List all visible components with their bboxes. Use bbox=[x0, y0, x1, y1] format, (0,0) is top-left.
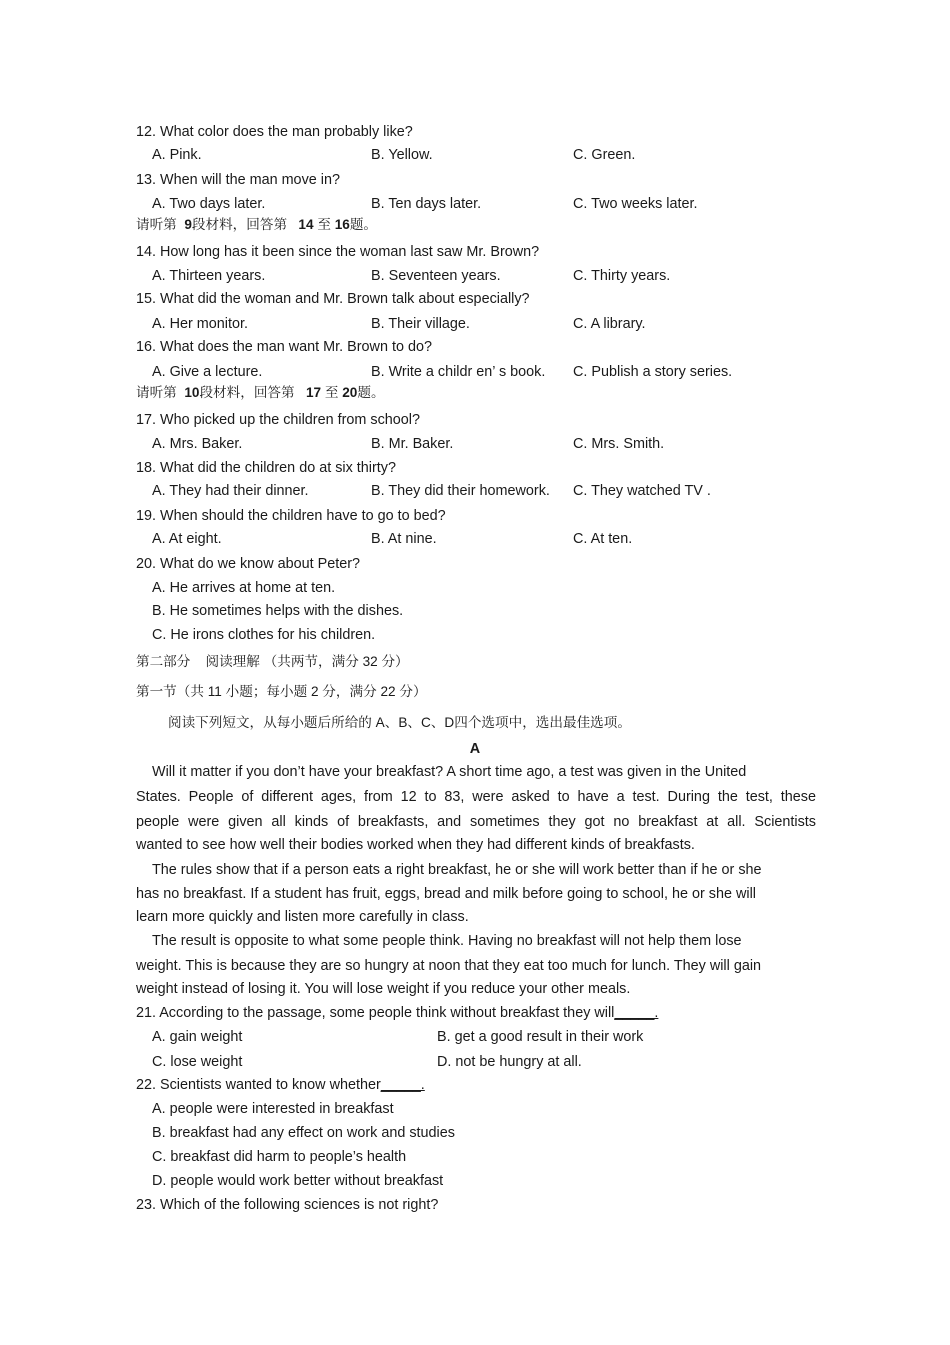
q21-option-d: D. not be hungry at all. bbox=[437, 1054, 582, 1070]
q17-option-a: A. Mrs. Baker. bbox=[152, 436, 243, 452]
q22-option-b: B. breakfast had any effect on work and studies bbox=[152, 1125, 455, 1141]
q21-blank: _____. bbox=[614, 1005, 659, 1021]
q18-option-a: A. They had their dinner. bbox=[152, 483, 309, 499]
question-18-stem: 18. What did the children do at six thirty? bbox=[136, 460, 396, 476]
passage-p1-line2: States. People of different ages, from 12 to 83, were asked to have a test. During the test, these bbox=[136, 789, 816, 805]
passage-p2-line2: has no breakfast. If a student has fruit, eggs, bread and milk before going to school, he or she will bbox=[136, 886, 756, 902]
q22-option-c: C. breakfast did harm to people’s health bbox=[152, 1149, 407, 1165]
q16-option-c: C. Publish a story series. bbox=[573, 364, 733, 380]
q22-option-d: D. people would work better without breakfast bbox=[152, 1173, 444, 1189]
q21-option-a: A. gain weight bbox=[152, 1029, 243, 1045]
q20-option-c: C. He irons clothes for his children. bbox=[152, 627, 376, 643]
question-13-stem: 13. When will the man move in? bbox=[136, 172, 340, 188]
q21-option-c: C. lose weight bbox=[152, 1054, 243, 1070]
q22-option-a: A. people were interested in breakfast bbox=[152, 1101, 394, 1117]
section-one-heading: 第一节（共 11 小题；每小题 2 分，满分 22 分） bbox=[136, 684, 427, 699]
question-17-stem: 17. Who picked up the children from school? bbox=[136, 412, 420, 428]
question-16-stem: 16. What does the man want Mr. Brown to do? bbox=[136, 339, 432, 355]
q20-option-a: A. He arrives at home at ten. bbox=[152, 580, 336, 596]
q14-option-a: A. Thirteen years. bbox=[152, 268, 266, 284]
question-14-stem: 14. How long has it been since the woman last saw Mr. Brown? bbox=[136, 244, 540, 260]
q12-option-c: C. Green. bbox=[573, 147, 636, 163]
q13-option-a: A. Two days later. bbox=[152, 196, 266, 212]
question-20-stem: 20. What do we know about Peter? bbox=[136, 556, 360, 572]
passage-p1-line4: wanted to see how well their bodies worked when they had different kinds of breakfasts. bbox=[136, 837, 695, 853]
q15-option-b: B. Their village. bbox=[371, 316, 470, 332]
q18-option-b: B. They did their homework. bbox=[371, 483, 550, 499]
part-two-heading: 第二部分 阅读理解 （共两节，满分 32 分） bbox=[136, 654, 409, 669]
question-12-stem: 12. What color does the man probably like? bbox=[136, 124, 413, 140]
passage-title: A bbox=[469, 741, 481, 757]
question-19-stem: 19. When should the children have to go to bed? bbox=[136, 508, 446, 524]
q14-option-b: B. Seventeen years. bbox=[371, 268, 501, 284]
passage-p1-line1: Will it matter if you don’t have your breakfast? A short time ago, a test was given in the United bbox=[152, 764, 747, 780]
q22-blank: _____. bbox=[380, 1077, 425, 1093]
q15-option-c: C. A library. bbox=[573, 316, 646, 332]
q13-option-b: B. Ten days later. bbox=[371, 196, 482, 212]
passage-p3-line3: weight instead of losing it. You will lose weight if you reduce your other meals. bbox=[136, 981, 631, 997]
q16-option-a: A. Give a lecture. bbox=[152, 364, 263, 380]
q16-option-b: B. Write a childr en’ s book. bbox=[371, 364, 546, 380]
q12-option-a: A. Pink. bbox=[152, 147, 202, 163]
question-23-stem: 23. Which of the following sciences is not right? bbox=[136, 1197, 439, 1213]
question-15-stem: 15. What did the woman and Mr. Brown talk about especially? bbox=[136, 291, 530, 307]
q14-option-c: C. Thirty years. bbox=[573, 268, 671, 284]
q17-option-b: B. Mr. Baker. bbox=[371, 436, 454, 452]
q13-option-c: C. Two weeks later. bbox=[573, 196, 698, 212]
section-instruction-9: 请听第 9段材料，回答第 14 至 16题。 bbox=[136, 217, 377, 232]
passage-p1-line3: people were given all kinds of breakfasts, and sometimes they got no breakfast at all. Scientists bbox=[136, 814, 816, 830]
passage-p2-line3: learn more quickly and listen more carefully in class. bbox=[136, 909, 469, 925]
q20-option-b: B. He sometimes helps with the dishes. bbox=[152, 603, 404, 619]
section-instruction-10: 请听第 10段材料，回答第 17 至 20题。 bbox=[136, 385, 385, 400]
q19-option-a: A. At eight. bbox=[152, 531, 222, 547]
q21-option-b: B. get a good result in their work bbox=[437, 1029, 644, 1045]
question-22-stem: 22. Scientists wanted to know whether_____. bbox=[136, 1077, 425, 1093]
q17-option-c: C. Mrs. Smith. bbox=[573, 436, 665, 452]
q19-option-c: C. At ten. bbox=[573, 531, 633, 547]
q12-option-b: B. Yellow. bbox=[371, 147, 433, 163]
q18-option-c: C. They watched TV . bbox=[573, 483, 711, 499]
passage-p3-line2: weight. This is because they are so hungry at noon that they eat too much for lunch. They will gain bbox=[136, 958, 762, 974]
q15-option-a: A. Her monitor. bbox=[152, 316, 248, 332]
passage-p2-line1: The rules show that if a person eats a right breakfast, he or she will work better than if he or she bbox=[152, 862, 762, 878]
passage-p3-line1: The result is opposite to what some people think. Having no breakfast will not help them lose bbox=[152, 933, 742, 949]
q19-option-b: B. At nine. bbox=[371, 531, 437, 547]
reading-instruction: 阅读下列短文，从每小题后所给的 A、B、C、D四个选项中，选出最佳选项。 bbox=[168, 715, 631, 730]
question-21-stem: 21. According to the passage, some people think without breakfast they will_____. bbox=[136, 1005, 659, 1021]
